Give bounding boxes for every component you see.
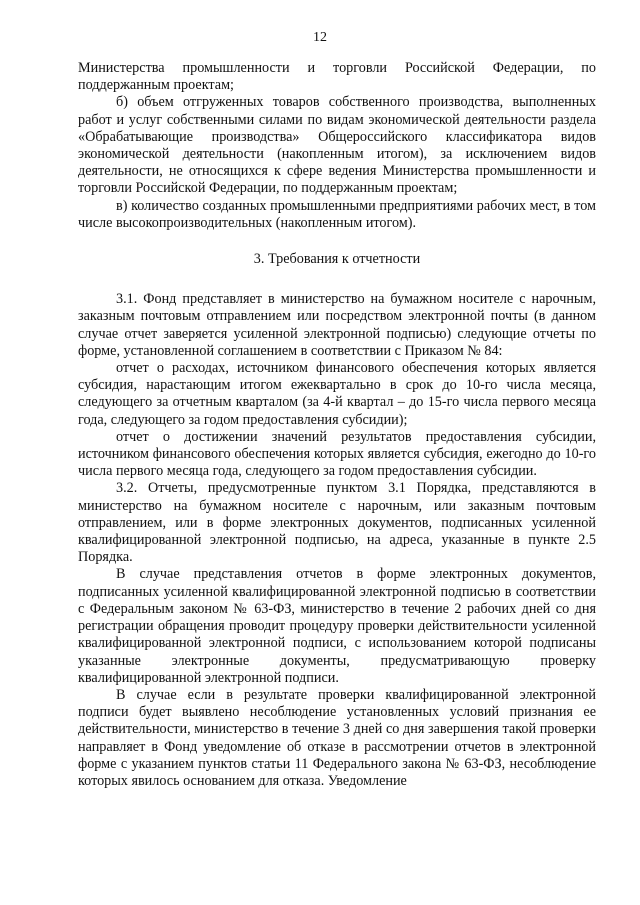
paragraph-signature-check: В случае если в результате проверки квалифицированной электронной подписи будет выявлено несоблюдение установленных условий признания ее действительности, министерство в течение 3 дней со дня завершения такой проверки направляет в Фонд уведомление об отказе в рассмотрении отчетов в электронной форме с указанием пунктов статьи 11 Федерального закона № 63-ФЗ, несоблюдение которых явилось основанием для отказа. Уведомление	[78, 686, 596, 789]
paragraph-expense-report: отчет о расходах, источником финансового обеспечения которых является субсидия, нарастающим итогом ежеквартально в срок до 10-го числа месяца, следующего за отчетным кварталом (за 4-й квартал – до 15-го числа первого месяца года, следующего за годом предоставления субсидии);	[78, 360, 596, 428]
section-title: 3. Требования к отчетности	[253, 251, 421, 268]
paragraph-results-report: отчет о достижении значений результатов предоставления субсидии, источником финансового обеспечения которых является субсидия, ежегодно до 10-го числа первого месяца года, следующего за годом предоставления субсидии.	[78, 428, 596, 480]
paragraph-item-b: б) объем отгруженных товаров собственного производства, выполненных работ и услуг собственными силами по видам экономической деятельности раздела «Обрабатывающие производства» Общероссийского классификатора видов экономической деятельности (накопленным итогом), за исключением видов деятельности, не относящихся к сфере ведения Министерства промышленности и торговли Российской Федерации, по поддержанным проектам;	[78, 94, 596, 197]
paragraph-item-v: в) количество созданных промышленными предприятиями рабочих мест, в том числе высокопроизводительных (накопленным итогом).	[78, 197, 596, 231]
paragraph-continuation: Министерства промышленности и торговли Российской Федерации, по поддержанным проектам;	[78, 60, 596, 94]
document-body	[78, 60, 596, 790]
page-number: 12	[313, 30, 327, 45]
paragraph-3-1: 3.1. Фонд представляет в министерство на бумажном носителе с нарочным, заказным почтовым отправлением или посредством электронной почты (в данном случае отчет заверяется усиленной электронной подписью) следующие отчеты по форме, установленной соглашением в соответствии с Приказом № 84:	[78, 291, 596, 359]
paragraph-electronic-docs: В случае представления отчетов в форме электронных документов, подписанных усиленной квалифицированной электронной подписью в соответствии с Федеральным законом № 63-ФЗ, министерство в течение 2 рабочих дней со дня регистрации обращения проводит процедуру проверки действительности усиленной квалифицированной электронной подписи, с использованием которой подписаны указанные электронные документы, предусматривающую проверку квалифицированной электронной подписи.	[78, 566, 596, 686]
paragraph-3-2: 3.2. Отчеты, предусмотренные пунктом 3.1 Порядка, представляются в министерство на бумажном носителе с нарочным, или заказным почтовым отправлением, или в форме электронных документов, подписанных усиленной квалифицированной электронной подписью, на адреса, указанные в пункте 2.5 Порядка.	[78, 480, 596, 566]
